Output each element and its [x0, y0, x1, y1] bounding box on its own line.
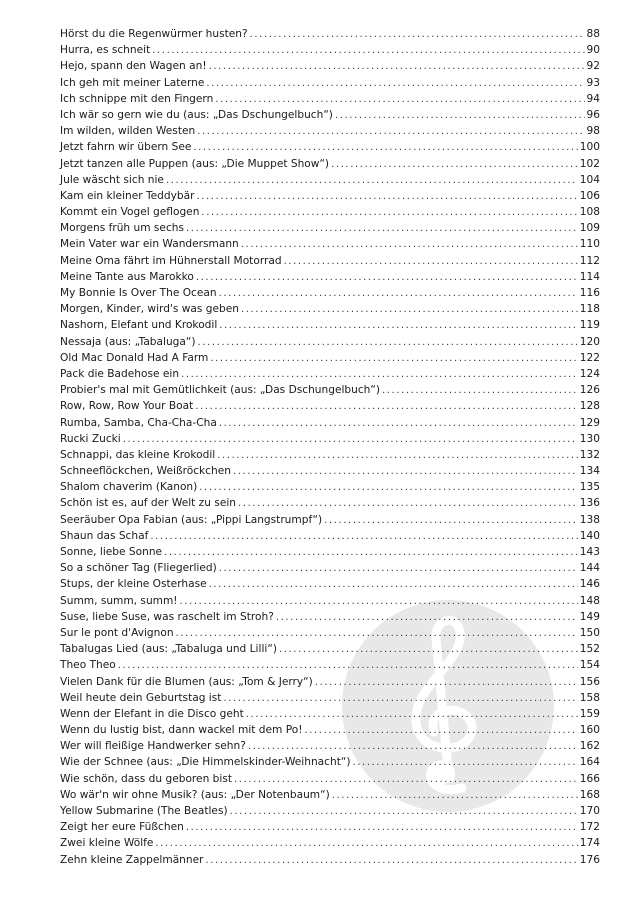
- toc-leader-dots: [223, 691, 577, 707]
- toc-entry-title: My Bonnie Is Over The Ocean: [60, 287, 217, 299]
- toc-entry-page: 109: [579, 222, 600, 235]
- toc-entry-page: 110: [579, 238, 600, 251]
- toc-entry-title: Row, Row, Row Your Boat: [60, 400, 194, 413]
- toc-leader-dots: [276, 610, 578, 626]
- toc-entry[interactable]: [60, 560, 600, 576]
- toc-entry-page: 138: [579, 513, 600, 526]
- toc-entry[interactable]: [60, 787, 600, 803]
- toc-leader-dots: [315, 675, 578, 691]
- toc-entry[interactable]: [60, 674, 600, 690]
- toc-entry[interactable]: [60, 431, 600, 447]
- toc-leader-dots: [205, 853, 577, 869]
- toc-entry-page: 102: [579, 157, 600, 170]
- toc-entry-title: Morgens früh um sechs: [60, 222, 185, 235]
- toc-entry-title: Hejo, spann den Wagen an!: [60, 60, 207, 73]
- toc-entry-title: Wenn der Elefant in die Disco geht: [60, 707, 244, 720]
- toc-entry-page: 118: [579, 303, 600, 316]
- toc-entry[interactable]: [60, 269, 600, 285]
- toc-entry-page: 120: [579, 335, 600, 348]
- toc-entry-page: 156: [579, 675, 600, 688]
- toc-entry[interactable]: [60, 803, 600, 819]
- toc-entry[interactable]: [60, 415, 600, 431]
- toc-entry[interactable]: [60, 204, 600, 220]
- toc-entry-title: Shalom chaverim (Kanon): [60, 481, 198, 494]
- toc-entry[interactable]: [60, 139, 600, 155]
- toc-entry-page: 146: [579, 578, 600, 591]
- toc-entry-page: 106: [579, 189, 600, 202]
- toc-entry[interactable]: [60, 771, 600, 787]
- toc-entry[interactable]: [60, 609, 600, 625]
- toc-leader-dots: [199, 480, 577, 496]
- toc-leader-dots: [241, 302, 578, 318]
- toc-leader-dots: [181, 367, 578, 383]
- toc-entry-title: Pack die Badehose ein: [60, 367, 180, 380]
- toc-leader-dots: [353, 755, 578, 771]
- toc-entry-page: 94: [586, 92, 600, 105]
- toc-entry[interactable]: [60, 91, 600, 107]
- toc-entry-title: Wer will fleißige Handwerker sehn?: [60, 740, 246, 753]
- toc-leader-dots: [164, 545, 578, 561]
- toc-entry-title: Zehn kleine Zappelmänner: [60, 853, 204, 866]
- toc-entry[interactable]: [60, 819, 600, 835]
- toc-leader-dots: [324, 513, 578, 529]
- toc-entry-title: Hurra, es schneit: [60, 44, 151, 57]
- toc-entry-page: 114: [579, 270, 600, 283]
- toc-entry[interactable]: [60, 512, 600, 528]
- toc-entry-title: Jetzt tanzen alle Puppen (aus: „Die Muppet Show“): [60, 157, 330, 170]
- toc-entry-title: Schön ist es, auf der Welt zu sein: [60, 497, 237, 510]
- toc-entry-title: Ich schnippe mit den Fingern: [60, 92, 214, 105]
- toc-leader-dots: [335, 108, 585, 124]
- toc-leader-dots: [193, 140, 577, 156]
- toc-entry-title: Old Mac Donald Had A Farm: [60, 351, 209, 364]
- toc-leader-dots: [248, 739, 578, 755]
- toc-entry-title: Probier's mal mit Gemütlichkeit (aus: „Das Dschungelbuch“): [60, 384, 380, 397]
- toc-entry-title: Hörst du die Regenwürmer husten?: [60, 28, 248, 40]
- toc-entry-title: Ich geh mit meiner Laterne: [60, 76, 205, 89]
- toc-leader-dots: [176, 626, 578, 642]
- toc-leader-dots: [206, 76, 584, 92]
- toc-entry[interactable]: [60, 26, 600, 42]
- toc-entry[interactable]: [60, 156, 600, 172]
- toc-leader-dots: [180, 594, 578, 610]
- toc-entry[interactable]: [60, 738, 600, 754]
- toc-entry-title: Nashorn, Elefant und Krokodil: [60, 319, 218, 332]
- toc-entry-page: 172: [579, 821, 600, 834]
- toc-leader-dots: [332, 788, 578, 804]
- toc-entry-title: Sur le pont d'Avignon: [60, 626, 174, 639]
- toc-entry[interactable]: [60, 253, 600, 269]
- toc-entry-page: 160: [579, 724, 600, 737]
- toc-entry[interactable]: [60, 172, 600, 188]
- toc-entry-title: Rumba, Samba, Cha-Cha-Cha: [60, 416, 217, 429]
- toc-leader-dots: [197, 124, 584, 140]
- toc-entry-title: Morgen, Kinder, wird's was geben: [60, 303, 239, 316]
- toc-leader-dots: [186, 820, 578, 836]
- toc-entry-title: Mein Vater war ein Wandersmann: [60, 238, 239, 251]
- toc-entry-page: 136: [579, 497, 600, 510]
- toc-entry[interactable]: [60, 382, 600, 398]
- toc-entry-title: Zeigt her eure Füßchen: [60, 821, 184, 834]
- toc-entry-title: So a schöner Tag (Fliegerlied): [60, 562, 217, 575]
- toc-entry[interactable]: [60, 42, 600, 58]
- toc-leader-dots: [279, 642, 578, 658]
- toc-leader-dots: [155, 836, 577, 852]
- toc-entry-title: Sonne, liebe Sonne: [60, 546, 163, 558]
- toc-entry-page: 166: [579, 772, 600, 785]
- toc-entry-title: Tabalugas Lied (aus: „Tabaluga und Lilli“): [60, 643, 277, 656]
- toc-entry-title: Theo Theo: [60, 659, 116, 672]
- toc-entry[interactable]: [60, 593, 600, 609]
- toc-entry-page: 92: [586, 60, 600, 73]
- toc-entry-page: 149: [579, 610, 600, 623]
- toc-entry-page: 112: [579, 254, 600, 267]
- table-of-contents: [60, 26, 600, 868]
- toc-entry-page: 154: [579, 659, 600, 672]
- toc-leader-dots: [382, 383, 578, 399]
- toc-entry-title: Stups, der kleine Osterhase: [60, 578, 207, 591]
- toc-leader-dots: [198, 335, 578, 351]
- toc-leader-dots: [123, 432, 578, 448]
- toc-entry[interactable]: [60, 447, 600, 463]
- toc-entry[interactable]: [60, 317, 600, 333]
- toc-entry-page: 90: [586, 44, 600, 57]
- toc-entry-title: Kommt ein Vogel geflogen: [60, 206, 200, 219]
- toc-entry-page: 93: [586, 76, 600, 89]
- toc-entry[interactable]: [60, 398, 600, 414]
- toc-leader-dots: [118, 658, 578, 674]
- toc-entry-page: 144: [579, 562, 600, 575]
- toc-entry[interactable]: [60, 350, 600, 366]
- toc-entry[interactable]: [60, 641, 600, 657]
- toc-entry-title: Kam ein kleiner Teddybär: [60, 189, 195, 202]
- toc-entry[interactable]: [60, 107, 600, 123]
- toc-leader-dots: [230, 804, 578, 820]
- toc-leader-dots: [219, 286, 578, 302]
- toc-entry-title: Summ, summ, summ!: [60, 594, 178, 607]
- toc-leader-dots: [241, 237, 578, 253]
- toc-entry-page: 152: [579, 643, 600, 656]
- toc-entry[interactable]: [60, 366, 600, 382]
- toc-entry-page: 130: [579, 432, 600, 445]
- toc-entry[interactable]: [60, 220, 600, 236]
- toc-entry[interactable]: [60, 706, 600, 722]
- toc-entry-page: 135: [579, 481, 600, 494]
- toc-leader-dots: [152, 43, 584, 59]
- toc-entry-page: 168: [579, 788, 600, 801]
- toc-entry-page: 100: [579, 141, 600, 154]
- toc-entry[interactable]: [60, 754, 600, 770]
- toc-leader-dots: [219, 318, 577, 334]
- toc-entry-title: Nessaja (aus: „Tabaluga“): [60, 335, 196, 348]
- toc-entry-page: 88: [586, 28, 600, 40]
- toc-entry-page: 98: [586, 125, 600, 138]
- toc-entry-page: 128: [579, 400, 600, 413]
- toc-entry-page: 159: [579, 707, 600, 720]
- toc-entry[interactable]: [60, 576, 600, 592]
- toc-entry[interactable]: [60, 528, 600, 544]
- toc-entry-title: Jetzt fahrn wir übern See: [60, 141, 192, 154]
- toc-entry-page: 148: [579, 594, 600, 607]
- toc-entry-title: Meine Tante aus Marokko: [60, 270, 194, 283]
- toc-entry-page: 176: [579, 853, 600, 866]
- toc-leader-dots: [246, 707, 578, 723]
- toc-entry-page: 126: [579, 384, 600, 397]
- toc-leader-dots: [196, 189, 577, 205]
- toc-leader-dots: [250, 27, 585, 43]
- toc-entry-title: Zwei kleine Wölfe: [60, 837, 154, 850]
- toc-entry-title: Wo wär'n wir ohne Musik? (aus: „Der Notenbaum“): [60, 788, 330, 801]
- toc-entry[interactable]: [60, 334, 600, 350]
- toc-entry-page: 164: [579, 756, 600, 769]
- toc-entry[interactable]: [60, 835, 600, 851]
- toc-entry-page: 104: [579, 173, 600, 186]
- toc-entry-page: 158: [579, 691, 600, 704]
- toc-entry-title: Wie schön, dass du geboren bist: [60, 772, 232, 785]
- toc-leader-dots: [186, 221, 578, 237]
- toc-leader-dots: [196, 270, 578, 286]
- toc-entry-page: 170: [579, 805, 600, 817]
- toc-leader-dots: [209, 577, 578, 593]
- toc-entry[interactable]: [60, 123, 600, 139]
- toc-entry[interactable]: [60, 188, 600, 204]
- toc-entry-title: Schnappi, das kleine Krokodil: [60, 448, 216, 461]
- toc-entry[interactable]: [60, 852, 600, 868]
- toc-entry-page: 140: [579, 529, 600, 542]
- toc-entry[interactable]: [60, 722, 600, 738]
- toc-leader-dots: [209, 59, 585, 75]
- toc-entry[interactable]: [60, 479, 600, 495]
- toc-entry-title: Wie der Schnee (aus: „Die Himmelskinder-Weihnacht“): [60, 756, 351, 769]
- toc-leader-dots: [219, 416, 578, 432]
- toc-leader-dots: [195, 399, 577, 415]
- toc-entry-page: 124: [579, 367, 600, 380]
- toc-leader-dots: [284, 254, 578, 270]
- toc-entry-title: Rucki Zucki: [60, 432, 121, 445]
- toc-leader-dots: [238, 496, 578, 512]
- toc-leader-dots: [166, 173, 578, 189]
- toc-entry-title: Yellow Submarine (The Beatles): [60, 805, 228, 817]
- toc-entry[interactable]: [60, 544, 600, 560]
- toc-entry-title: Jule wäscht sich nie: [60, 173, 164, 186]
- toc-entry[interactable]: [60, 285, 600, 301]
- toc-entry-page: 134: [579, 465, 600, 478]
- toc-leader-dots: [304, 723, 577, 739]
- toc-entry-title: Shaun das Schaf: [60, 529, 149, 542]
- toc-entry-title: Im wilden, wilden Westen: [60, 125, 196, 138]
- toc-entry-title: Ich wär so gern wie du (aus: „Das Dschungelbuch“): [60, 108, 333, 121]
- toc-entry-page: 122: [579, 351, 600, 364]
- toc-entry-title: Suse, liebe Suse, was raschelt im Stroh?: [60, 610, 274, 623]
- toc-entry[interactable]: [60, 236, 600, 252]
- toc-entry-title: Vielen Dank für die Blumen (aus: „Tom & Jerry“): [60, 675, 313, 688]
- toc-leader-dots: [201, 205, 577, 221]
- toc-entry[interactable]: [60, 58, 600, 74]
- toc-entry-page: 162: [579, 740, 600, 753]
- toc-entry-page: 129: [579, 416, 600, 429]
- toc-entry-page: 96: [586, 108, 600, 121]
- toc-entry-title: Meine Oma fährt im Hühnerstall Motorrad: [60, 254, 282, 267]
- toc-entry[interactable]: [60, 625, 600, 641]
- toc-leader-dots: [210, 351, 577, 367]
- toc-leader-dots: [233, 464, 578, 480]
- toc-entry-title: Schneeflöckchen, Weißröckchen: [60, 465, 231, 478]
- toc-leader-dots: [215, 92, 584, 108]
- toc-entry-page: 108: [579, 206, 600, 219]
- toc-entry-page: 116: [579, 287, 600, 299]
- toc-entry[interactable]: [60, 657, 600, 673]
- toc-entry-page: 174: [579, 837, 600, 850]
- toc-leader-dots: [217, 448, 578, 464]
- toc-entry-title: Wenn du lustig bist, dann wackel mit dem Po!: [60, 724, 303, 737]
- toc-leader-dots: [234, 772, 578, 788]
- toc-leader-dots: [331, 157, 578, 173]
- toc-entry-page: 150: [579, 626, 600, 639]
- toc-entry-page: 143: [579, 546, 600, 558]
- toc-entry[interactable]: [60, 463, 600, 479]
- toc-entry-title: Weil heute dein Geburtstag ist: [60, 691, 222, 704]
- toc-leader-dots: [150, 529, 577, 545]
- toc-entry[interactable]: [60, 495, 600, 511]
- toc-leader-dots: [219, 561, 578, 577]
- toc-entry[interactable]: [60, 690, 600, 706]
- toc-entry-title: Seeräuber Opa Fabian (aus: „Pippi Langstrumpf“): [60, 513, 323, 526]
- toc-entry[interactable]: [60, 75, 600, 91]
- toc-entry[interactable]: [60, 301, 600, 317]
- toc-entry-page: 132: [579, 448, 600, 461]
- toc-entry-page: 119: [579, 319, 600, 332]
